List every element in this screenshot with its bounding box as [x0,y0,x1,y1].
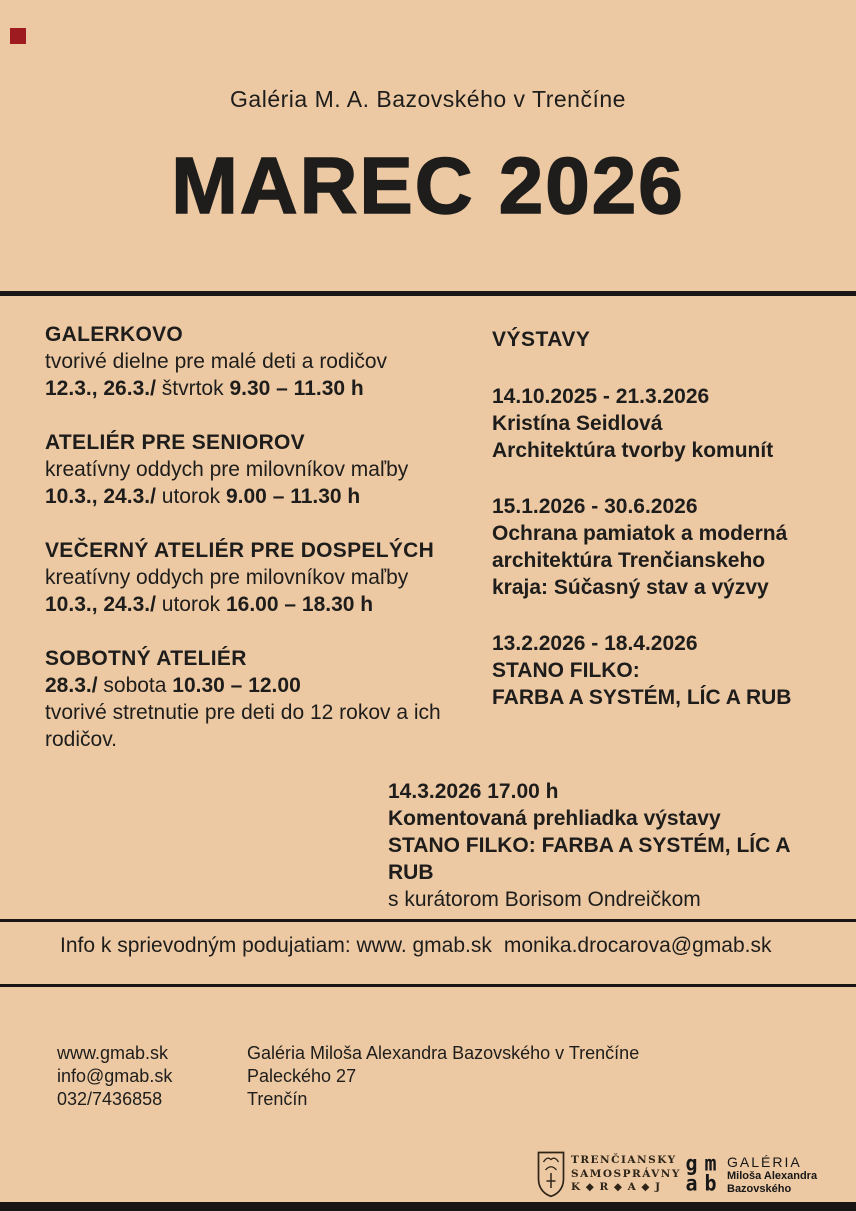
program-time: 16.00 – 18.30 h [225,593,374,616]
gallery-name: Galéria M. A. Bazovského v Trenčíne [230,86,626,112]
gmab-subtitle-2: Bazovského [727,1183,792,1195]
footer-street: Paleckého 27 [247,1066,357,1086]
monogram-letter: a [685,1170,696,1196]
footer-email: info@gmab.sk [57,1066,173,1086]
tsk-line-1: TRENČIANSKY [571,1154,677,1166]
program-sobotny-atelier [45,645,477,753]
program-vecerny-atelier [45,537,477,618]
exhibitions-column [492,326,832,740]
program-schedule [45,483,477,510]
footer-city: Trenčín [247,1089,308,1109]
footer-gallery-name: Galéria Miloša Alexandra Bazovského v Trenčíne [247,1043,640,1063]
program-atelier-seniorov [45,429,477,510]
program-dates: 10.3., 24.3./ [45,485,156,508]
exhibition-line: Ochrana pamiatok a moderná [492,522,788,545]
programs-column [45,321,477,780]
monogram-letter: g [685,1150,696,1176]
program-title: SOBOTNÝ ATELIÉR [45,647,247,670]
exhibition-dates: 13.2.2026 - 18.4.2026 [492,632,698,655]
info-email: monika.drocarova@gmab.sk [503,934,772,957]
info-bar [60,932,840,959]
program-title: VEČERNÝ ATELIÉR PRE DOSPELÝCH [45,539,435,562]
program-day: utorok [161,593,221,616]
program-time: 10.30 – 12.00 [172,674,301,697]
program-schedule [45,375,477,402]
program-dates: 10.3., 24.3./ [45,593,156,616]
event-title: Komentovaná prehliadka výstavy [388,807,721,830]
red-marker [10,28,26,44]
footer-contact-list [57,1042,172,1111]
event-curator: s kurátorom Borisom Ondreičkom [388,888,701,911]
program-day: štvrtok [161,377,224,400]
tsk-coat-of-arms-icon [537,1151,565,1198]
program-schedule [45,591,477,618]
program-description: kreatívny oddych pre milovníkov maľby [45,458,409,481]
divider-info-bottom [0,984,856,987]
program-day: sobota [103,674,167,697]
gmab-subtitle-1: Miloša Alexandra [727,1170,818,1182]
exhibition-dates: 15.1.2026 - 30.6.2026 [492,495,698,518]
exhibition-line: FARBA A SYSTÉM, LÍC A RUB [492,686,792,709]
footer-website: www.gmab.sk [57,1043,169,1063]
page-title: MAREC 2026 [171,141,685,230]
exhibition-item [492,383,832,464]
footer-phone: 032/7436858 [57,1089,163,1109]
divider-info-top [0,919,856,922]
program-title: GALERKOVO [45,323,184,346]
bottom-band [0,1202,856,1211]
exhibition-line: STANO FILKO: [492,659,640,682]
gmab-name: GALÉRIA [727,1154,802,1170]
program-dates: 28.3./ [45,674,98,697]
event-block [388,778,838,913]
monogram-letter: m [704,1150,715,1176]
event-datetime: 14.3.2026 17.00 h [388,780,559,803]
gmab-logo-text [727,1153,817,1196]
tsk-logo [537,1151,681,1198]
program-description: kreatívny oddych pre milovníkov maľby [45,566,409,589]
exhibition-item [492,630,832,711]
info-label: Info k sprievodným podujatiam: [60,934,351,957]
info-website: www. gmab.sk [356,934,492,957]
tsk-logo-text [571,1151,681,1195]
program-time: 9.00 – 11.30 h [225,485,361,508]
exhibitions-heading: VÝSTAVY [492,328,591,351]
program-dates: 12.3., 26.3./ [45,377,156,400]
divider-header [0,291,856,296]
gmab-logo [681,1150,818,1196]
monogram-letter: b [704,1170,715,1196]
exhibition-line: kraja: Súčasný stav a výzvy [492,576,769,599]
program-title: ATELIÉR PRE SENIOROV [45,431,305,454]
exhibition-item [492,493,832,601]
program-galerkovo [45,321,477,402]
program-day: utorok [161,485,221,508]
event-exhibition: STANO FILKO: FARBA A SYSTÉM, LÍC A RUB [388,834,790,884]
program-time: 9.30 – 11.30 h [229,377,364,400]
exhibition-line: Kristína Seidlová [492,412,663,435]
footer-address [247,1042,639,1111]
program-description: tvorivé stretnutie pre deti do 12 rokov a ich rodičov. [45,701,441,751]
exhibition-line: Architektúra tvorby komunít [492,439,774,462]
exhibition-dates: 14.10.2025 - 21.3.2026 [492,385,710,408]
tsk-line-3: K ◆ R ◆ A ◆ J [571,1181,662,1193]
tsk-line-2: SAMOSPRÁVNY [571,1167,681,1180]
program-schedule [45,672,477,699]
exhibition-line: architektúra Trenčianskeho [492,549,766,572]
program-description: tvorivé dielne pre malé deti a rodičov [45,350,388,373]
gmab-monogram-icon [681,1150,719,1196]
